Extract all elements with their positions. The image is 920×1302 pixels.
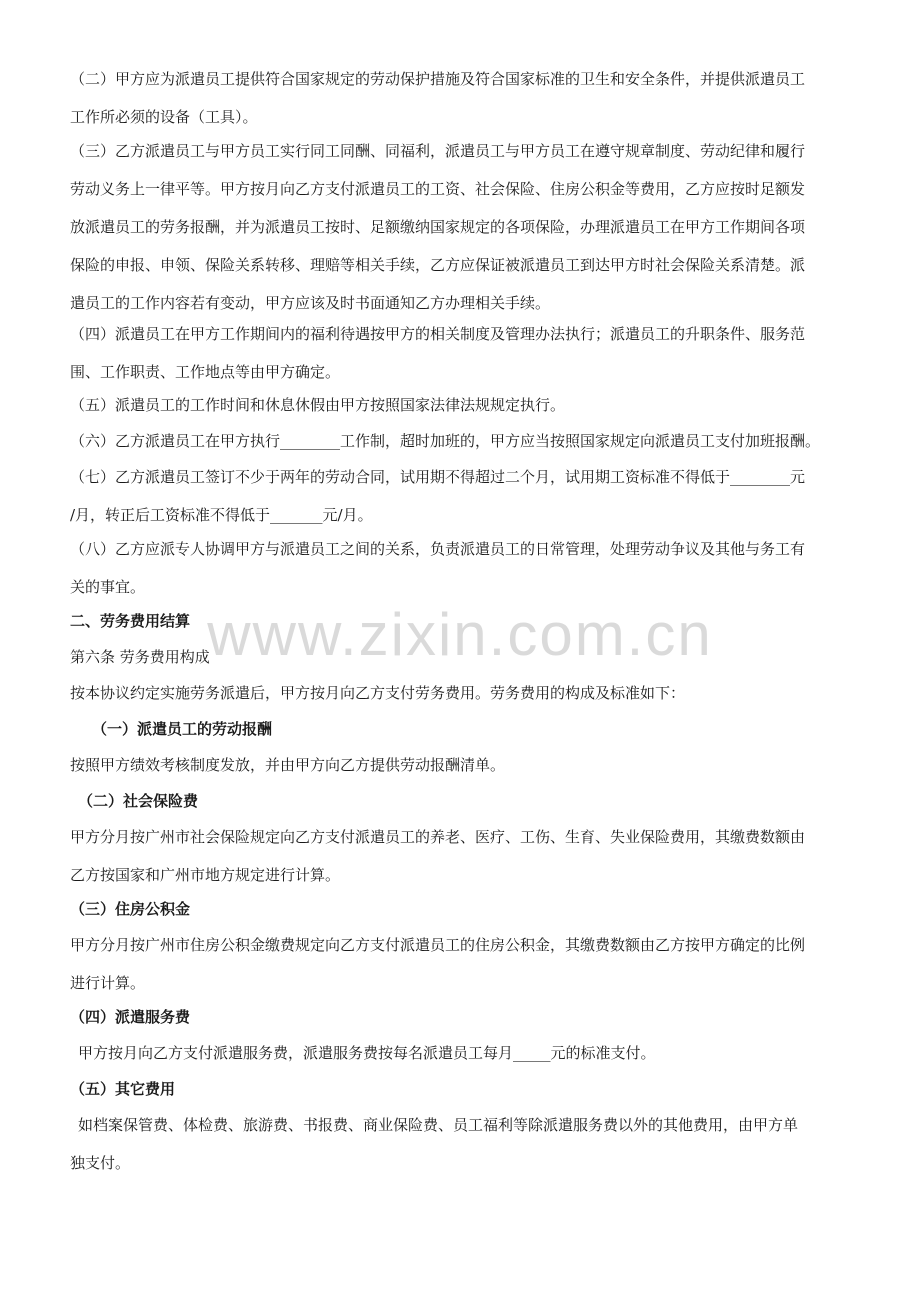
text-line: 放派遣员工的劳务报酬，并为派遣员工按时、足额缴纳国家规定的各项保险，办理派遣员工在甲方工作期间各项 xyxy=(70,218,806,236)
text-line: 甲方分月按广州市住房公积金缴费规定向乙方支付派遣员工的住房公积金，其缴费数额由乙方按甲方确定的比例 xyxy=(70,936,806,954)
clause-5 xyxy=(70,386,870,424)
watermark: www.zixin.com.cn xyxy=(207,601,713,668)
clause-2 xyxy=(70,60,870,136)
clause-7 xyxy=(70,458,870,534)
subheading-service-fee: （四）派遣服务费 xyxy=(70,1008,191,1026)
service-fee-text: 甲方按月向乙方支付派遣服务费，派遣服务费按每名派遣员工每月_____元的标准支付。 xyxy=(78,1044,656,1062)
text-line: 关的事宜。 xyxy=(70,578,146,596)
text-line: （四）派遣员工在甲方工作期间内的福利待遇按甲方的相关制度及管理办法执行；派遣员工的升职条件、服务范 xyxy=(70,325,806,343)
article-title: 第六条 劳务费用构成 xyxy=(70,648,210,666)
text-line: 保险的申报、申领、保险关系转移、理赔等相关手续，乙方应保证被派遣员工到达甲方时社会保险关系清楚。派 xyxy=(70,256,806,274)
text-line: /月，转正后工资标准不得低于_______元/月。 xyxy=(70,506,373,524)
text-line: 围、工作职责、工作地点等由甲方确定。 xyxy=(70,363,341,381)
text-line: 遣员工的工作内容若有变动，甲方应该及时书面通知乙方办理相关手续。 xyxy=(70,294,551,312)
clause-4 xyxy=(70,315,870,391)
text-line: 工作所必须的设备（工具）。 xyxy=(70,108,258,126)
clause-3 xyxy=(70,132,870,322)
text-line: （五）派遣员工的工作时间和休息休假由甲方按照国家法律法规规定执行。 xyxy=(70,396,566,414)
text-line: 进行计算。 xyxy=(70,974,146,992)
subheading-housing-fund: （三）住房公积金 xyxy=(70,900,191,918)
housing-fund-text xyxy=(70,926,870,1002)
text-line: 劳动义务上一律平等。甲方按月向乙方支付派遣员工的工资、社会保险、住房公积金等费用，乙方应按时足额发 xyxy=(70,180,806,198)
text-line: （八）乙方应派专人协调甲方与派遣员工之间的关系，负责派遣员工的日常管理，处理劳动争议及其他与务工有 xyxy=(70,540,806,558)
clause-8 xyxy=(70,530,870,606)
text-line: （三）乙方派遣员工与甲方员工实行同工同酬、同福利，派遣员工与甲方员工在遵守规章制度、劳动纪律和履行 xyxy=(70,142,806,160)
text-line: （二）甲方应为派遣员工提供符合国家规定的劳动保护措施及符合国家标准的卫生和安全条件，并提供派遣员工 xyxy=(70,70,806,88)
labor-pay-text: 按照甲方绩效考核制度发放，并由甲方向乙方提供劳动报酬清单。 xyxy=(70,756,506,774)
article-intro: 按本协议约定实施劳务派遣后，甲方按月向乙方支付劳务费用。劳务费用的构成及标准如下： xyxy=(70,684,686,702)
text-line: 甲方分月按广州市社会保险规定向乙方支付派遣员工的养老、医疗、工伤、生育、失业保险费用，其缴费数额由 xyxy=(70,828,806,846)
other-fees-text xyxy=(70,1106,870,1182)
text-line: （六）乙方派遣员工在甲方执行________工作制，超时加班的，甲方应当按照国家规定向派遣员工支付加班报酬。 xyxy=(70,432,821,450)
subheading-social-insurance: （二）社会保险费 xyxy=(78,792,199,810)
text-line: 如档案保管费、体检费、旅游费、书报费、商业保险费、员工福利等除派遣服务费以外的其他费用，由甲方单 xyxy=(78,1116,799,1134)
section-heading: 二、劳务费用结算 xyxy=(70,612,191,630)
clause-6 xyxy=(70,422,870,460)
text-line: 乙方按国家和广州市地方规定进行计算。 xyxy=(70,866,341,884)
subheading-other-fees: （五）其它费用 xyxy=(70,1080,176,1098)
text-line: （七）乙方派遣员工签订不少于两年的劳动合同，试用期不得超过二个月，试用期工资标准不得低于________元 xyxy=(70,468,806,486)
subheading-labor-pay: （一）派遣员工的劳动报酬 xyxy=(92,720,273,738)
text-line: 独支付。 xyxy=(70,1154,131,1172)
social-insurance-text xyxy=(70,818,870,894)
